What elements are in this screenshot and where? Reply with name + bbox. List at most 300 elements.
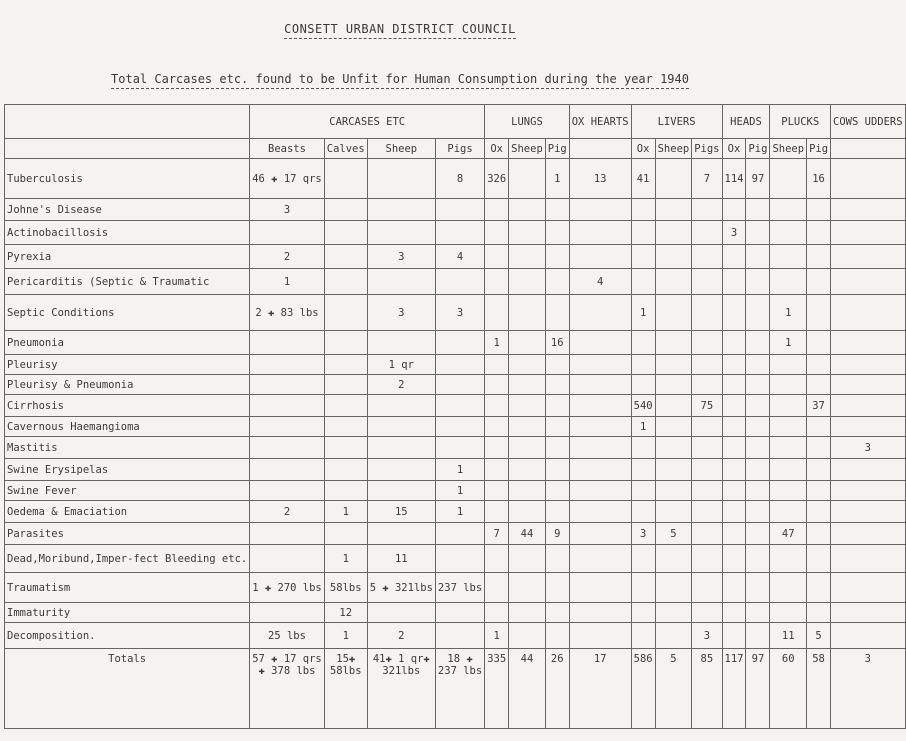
table-cell: 75	[692, 395, 722, 417]
table-cell	[485, 545, 509, 573]
table-cell	[324, 481, 367, 501]
table-cell: 237 lbs	[435, 573, 484, 603]
table-cell	[692, 375, 722, 395]
table-cell	[722, 395, 746, 417]
table-cell	[569, 603, 631, 623]
table-cell	[509, 603, 546, 623]
table-cell	[631, 437, 655, 459]
table-row	[5, 623, 906, 649]
table-row	[5, 481, 906, 501]
table-cell	[722, 481, 746, 501]
table-cell	[655, 199, 692, 221]
table-cell	[655, 459, 692, 481]
table-cell: 1	[485, 331, 509, 355]
table-cell: 3	[435, 295, 484, 331]
table-cell	[722, 545, 746, 573]
table-row	[5, 395, 906, 417]
table-cell	[807, 573, 831, 603]
table-cell	[324, 221, 367, 245]
table-cell	[485, 375, 509, 395]
table-cell	[545, 199, 569, 221]
table-cell: 1	[545, 159, 569, 199]
table-cell	[631, 501, 655, 523]
table-cell	[722, 199, 746, 221]
table-cell: 540	[631, 395, 655, 417]
table-cell	[746, 459, 770, 481]
table-cell: 2 ✚ 83 lbs	[250, 295, 325, 331]
totals-cell: 85	[692, 649, 722, 729]
table-cell	[485, 501, 509, 523]
table-cell: 4	[435, 245, 484, 269]
table-cell	[569, 417, 631, 437]
table-cell	[655, 437, 692, 459]
table-cell	[569, 395, 631, 417]
group-heads: HEADS	[722, 105, 770, 139]
table-cell	[631, 221, 655, 245]
table-cell	[770, 159, 807, 199]
table-cell	[746, 501, 770, 523]
table-cell	[545, 459, 569, 481]
table-cell	[631, 459, 655, 481]
row-label: Tuberculosis	[5, 159, 250, 199]
table-cell	[655, 545, 692, 573]
table-cell	[746, 437, 770, 459]
table-cell	[692, 355, 722, 375]
table-cell	[569, 331, 631, 355]
table-cell	[655, 355, 692, 375]
table-cell	[746, 355, 770, 375]
table-cell	[485, 437, 509, 459]
table-cell	[807, 545, 831, 573]
table-cell	[692, 481, 722, 501]
table-cell: 5 ✚ 321lbs	[367, 573, 435, 603]
table-cell	[631, 545, 655, 573]
group-lungs: LUNGS	[485, 105, 570, 139]
totals-cell: 44	[509, 649, 546, 729]
table-cell	[655, 375, 692, 395]
table-cell	[569, 481, 631, 501]
table-cell	[692, 545, 722, 573]
table-cell	[509, 437, 546, 459]
table-cell	[545, 603, 569, 623]
table-cell	[545, 269, 569, 295]
table-cell	[655, 395, 692, 417]
table-cell: 1 qr	[367, 355, 435, 375]
table-cell	[831, 269, 906, 295]
table-cell	[435, 375, 484, 395]
table-cell	[631, 331, 655, 355]
table-cell	[250, 375, 325, 395]
totals-cell: 5	[655, 649, 692, 729]
table-cell	[435, 395, 484, 417]
table-cell	[722, 501, 746, 523]
table-row	[5, 159, 906, 199]
totals-cell: 117	[722, 649, 746, 729]
table-cell	[722, 331, 746, 355]
table-row	[5, 573, 906, 603]
col-header: Ox	[631, 139, 655, 159]
totals-cell: 15✚ 58lbs	[324, 649, 367, 729]
table-cell	[435, 603, 484, 623]
table-cell	[722, 523, 746, 545]
table-cell	[569, 375, 631, 395]
table-cell	[545, 501, 569, 523]
table-cell	[367, 459, 435, 481]
table-cell	[692, 603, 722, 623]
table-cell	[746, 623, 770, 649]
row-label: Traumatism	[5, 573, 250, 603]
table-cell	[435, 623, 484, 649]
totals-cell: 97	[746, 649, 770, 729]
table-cell	[807, 481, 831, 501]
table-cell	[509, 481, 546, 501]
table-cell	[545, 375, 569, 395]
table-cell	[485, 245, 509, 269]
table-cell	[770, 221, 807, 245]
table-cell	[435, 417, 484, 437]
table-cell	[655, 331, 692, 355]
table-cell	[692, 269, 722, 295]
table-cell	[435, 437, 484, 459]
table-cell	[509, 159, 546, 199]
table-cell	[746, 545, 770, 573]
table-cell	[807, 523, 831, 545]
table-cell: 3	[831, 437, 906, 459]
table-cell	[807, 199, 831, 221]
table-cell: 11	[367, 545, 435, 573]
table-cell	[569, 295, 631, 331]
table-cell	[770, 375, 807, 395]
table-cell	[569, 545, 631, 573]
table-cell	[485, 481, 509, 501]
totals-cell: 17	[569, 649, 631, 729]
table-cell: 37	[807, 395, 831, 417]
totals-cell: 335	[485, 649, 509, 729]
table-cell	[692, 501, 722, 523]
table-cell	[770, 501, 807, 523]
row-label: Decomposition.	[5, 623, 250, 649]
table-cell: 3	[692, 623, 722, 649]
table-cell	[324, 523, 367, 545]
col-header: Calves	[324, 139, 367, 159]
row-label: Immaturity	[5, 603, 250, 623]
table-cell	[509, 245, 546, 269]
table-cell	[770, 417, 807, 437]
table-cell	[250, 481, 325, 501]
table-cell	[324, 245, 367, 269]
table-cell	[831, 481, 906, 501]
totals-cell: 26	[545, 649, 569, 729]
row-label: Cirrhosis	[5, 395, 250, 417]
col-header: Pigs	[435, 139, 484, 159]
table-cell	[250, 395, 325, 417]
table-cell	[831, 523, 906, 545]
table-row	[5, 603, 906, 623]
table-cell	[746, 269, 770, 295]
col-header: Pig	[807, 139, 831, 159]
totals-cell: 586	[631, 649, 655, 729]
table-cell	[770, 481, 807, 501]
totals-cell: 58	[807, 649, 831, 729]
table-cell: 4	[569, 269, 631, 295]
table-cell	[485, 221, 509, 245]
table-cell	[831, 573, 906, 603]
table-cell	[722, 417, 746, 437]
table-cell	[655, 501, 692, 523]
row-label: Swine Erysipelas	[5, 459, 250, 481]
table-cell	[722, 623, 746, 649]
row-label: Johne's Disease	[5, 199, 250, 221]
table-cell	[655, 573, 692, 603]
table-cell	[569, 437, 631, 459]
table-cell	[367, 481, 435, 501]
table-cell: 2	[250, 245, 325, 269]
table-cell	[631, 603, 655, 623]
table-cell	[746, 375, 770, 395]
table-cell	[692, 437, 722, 459]
table-cell	[746, 221, 770, 245]
table-cell	[367, 395, 435, 417]
table-cell	[722, 437, 746, 459]
table-cell	[722, 295, 746, 331]
table-cell	[807, 603, 831, 623]
row-label: Pericarditis (Septic & Traumatic	[5, 269, 250, 295]
carcases-table	[4, 104, 906, 729]
table-cell: 1	[435, 481, 484, 501]
table-row	[5, 355, 906, 375]
col-header: Pigs	[692, 139, 722, 159]
table-cell: 1	[770, 295, 807, 331]
table-cell	[509, 417, 546, 437]
group-carcases: CARCASES ETC	[250, 105, 485, 139]
group-livers: LIVERS	[631, 105, 722, 139]
table-cell: 5	[655, 523, 692, 545]
col-header: Sheep	[509, 139, 546, 159]
row-label: Pyrexia	[5, 245, 250, 269]
table-cell: 47	[770, 523, 807, 545]
table-cell	[746, 417, 770, 437]
table-cell: 8	[435, 159, 484, 199]
table-cell: 16	[807, 159, 831, 199]
table-cell	[692, 417, 722, 437]
table-cell	[435, 355, 484, 375]
table-cell: 15	[367, 501, 435, 523]
table-cell	[545, 623, 569, 649]
table-cell	[746, 295, 770, 331]
table-cell: 3	[367, 245, 435, 269]
table-cell: 1	[485, 623, 509, 649]
table-cell	[367, 221, 435, 245]
table-cell	[435, 221, 484, 245]
col-header: Ox	[485, 139, 509, 159]
table-cell	[250, 355, 325, 375]
table-cell	[831, 375, 906, 395]
row-label: Cavernous Haemangioma	[5, 417, 250, 437]
table-cell	[746, 395, 770, 417]
report-subtitle	[0, 72, 800, 86]
table-cell	[807, 437, 831, 459]
table-cell	[807, 331, 831, 355]
table-cell	[367, 269, 435, 295]
table-cell	[655, 623, 692, 649]
table-cell	[831, 417, 906, 437]
table-cell: 46 ✚ 17 qrs	[250, 159, 325, 199]
table-cell: 1	[324, 623, 367, 649]
table-cell	[831, 603, 906, 623]
table-cell	[324, 199, 367, 221]
totals-row	[5, 649, 906, 729]
table-cell	[509, 295, 546, 331]
table-cell: 1	[324, 501, 367, 523]
table-cell	[831, 295, 906, 331]
table-cell	[324, 437, 367, 459]
table-cell	[770, 269, 807, 295]
table-cell	[324, 395, 367, 417]
table-cell: 13	[569, 159, 631, 199]
table-body	[5, 159, 906, 649]
table-cell	[807, 295, 831, 331]
table-cell	[631, 623, 655, 649]
table-cell	[569, 355, 631, 375]
table-cell	[324, 295, 367, 331]
table-cell	[250, 523, 325, 545]
table-cell	[631, 375, 655, 395]
council-heading	[0, 22, 800, 36]
group-ox-hearts: OX HEARTS	[569, 105, 631, 139]
row-label: Pneumonia	[5, 331, 250, 355]
table-cell	[545, 545, 569, 573]
table-cell	[831, 395, 906, 417]
table-cell: 1	[250, 269, 325, 295]
table-cell	[250, 221, 325, 245]
table-cell	[831, 355, 906, 375]
table-cell: 7	[485, 523, 509, 545]
table-cell	[746, 603, 770, 623]
col-header: Pig	[746, 139, 770, 159]
table-cell	[367, 199, 435, 221]
table-cell	[770, 459, 807, 481]
table-cell	[770, 395, 807, 417]
table-cell	[770, 245, 807, 269]
table-cell	[367, 331, 435, 355]
table-cell	[655, 269, 692, 295]
table-cell	[367, 159, 435, 199]
table-row	[5, 295, 906, 331]
table-cell	[831, 501, 906, 523]
table-cell: 97	[746, 159, 770, 199]
table-cell: 1	[770, 331, 807, 355]
table-row	[5, 331, 906, 355]
table-cell	[770, 199, 807, 221]
row-label: Septic Conditions	[5, 295, 250, 331]
row-label: Oedema & Emaciation	[5, 501, 250, 523]
table-cell	[770, 603, 807, 623]
table-cell	[324, 459, 367, 481]
table-cell	[746, 245, 770, 269]
table-cell	[545, 481, 569, 501]
col-header: Sheep	[655, 139, 692, 159]
table-cell	[435, 545, 484, 573]
table-cell	[367, 523, 435, 545]
table-cell	[324, 355, 367, 375]
table-cell	[770, 573, 807, 603]
table-cell	[770, 355, 807, 375]
table-cell: 58lbs	[324, 573, 367, 603]
table-cell	[831, 245, 906, 269]
table-cell	[692, 573, 722, 603]
table-cell	[485, 459, 509, 481]
col-header: Sheep	[770, 139, 807, 159]
table-cell	[569, 459, 631, 481]
col-header: Ox	[722, 139, 746, 159]
table-cell: 3	[367, 295, 435, 331]
table-cell	[509, 355, 546, 375]
table-cell	[631, 269, 655, 295]
table-cell	[250, 417, 325, 437]
table-cell	[831, 199, 906, 221]
col-header: Beasts	[250, 139, 325, 159]
table-cell	[509, 395, 546, 417]
table-cell	[545, 395, 569, 417]
table-cell	[545, 573, 569, 603]
table-cell: 9	[545, 523, 569, 545]
table-cell	[509, 375, 546, 395]
table-cell	[435, 269, 484, 295]
table-cell	[746, 573, 770, 603]
table-cell	[509, 545, 546, 573]
report-subtitle-text: Total Carcases etc. found to be Unfit for Human Consumption during the year 1940	[111, 72, 689, 89]
table-cell	[485, 603, 509, 623]
table-cell	[631, 573, 655, 603]
table-cell	[485, 269, 509, 295]
corner-blank	[5, 105, 250, 139]
table-cell	[807, 245, 831, 269]
table-row	[5, 221, 906, 245]
column-header-row	[5, 139, 906, 159]
table-cell: 16	[545, 331, 569, 355]
table-cell	[435, 199, 484, 221]
table-cell	[569, 221, 631, 245]
table-cell	[545, 245, 569, 269]
table-cell	[569, 573, 631, 603]
row-label: Actinobacillosis	[5, 221, 250, 245]
table-cell	[831, 331, 906, 355]
table-cell	[655, 481, 692, 501]
table-cell	[631, 199, 655, 221]
table-row	[5, 199, 906, 221]
table-cell	[250, 603, 325, 623]
table-cell	[631, 245, 655, 269]
table-cell	[722, 459, 746, 481]
table-cell: 41	[631, 159, 655, 199]
table-cell	[545, 437, 569, 459]
table-cell	[485, 355, 509, 375]
col-header: Pig	[545, 139, 569, 159]
table-cell	[831, 545, 906, 573]
table-cell	[545, 355, 569, 375]
table-cell: 1	[435, 501, 484, 523]
table-cell	[831, 221, 906, 245]
table-row	[5, 501, 906, 523]
table-cell	[655, 603, 692, 623]
group-cows-udders: COWS UDDERS	[831, 105, 906, 139]
table-cell	[722, 573, 746, 603]
table-row	[5, 375, 906, 395]
table-cell	[324, 375, 367, 395]
col-header-blank	[569, 139, 631, 159]
table-cell	[485, 295, 509, 331]
row-label: Mastitis	[5, 437, 250, 459]
